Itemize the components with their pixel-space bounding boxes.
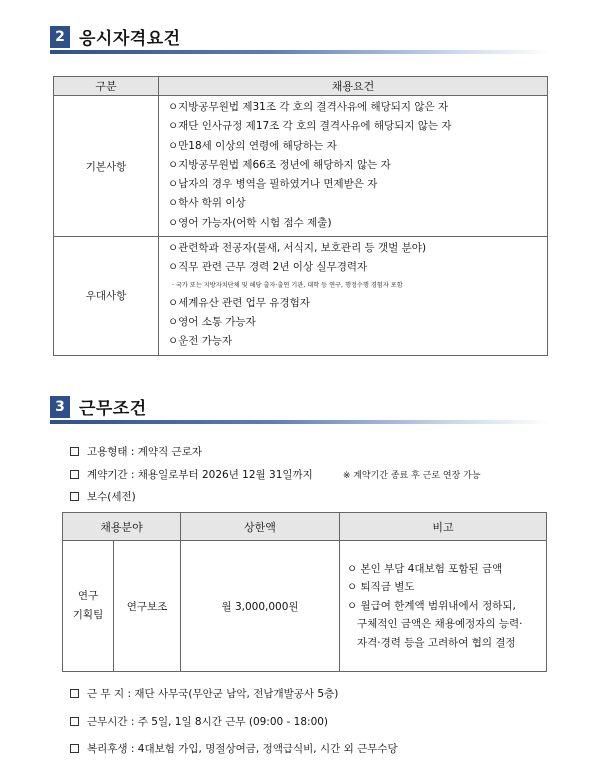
list-item: ㅇ학사 학위 이상	[168, 197, 246, 210]
list-item: ㅇ만18세 이상의 연령에 해당하는 자	[168, 139, 337, 152]
benefits-text: 복리후생 : 4대보험 가입, 명절상여금, 정액급식비, 시간 외 근무수당	[87, 743, 398, 755]
remark-line: 구체적인 금액은 채용예정자의 능력·	[357, 618, 523, 631]
header-requirements: 채용요건	[159, 77, 548, 96]
header-remarks: 비고	[340, 513, 547, 541]
qualification-table	[53, 76, 548, 356]
contract-period-text: 계약기간 : 채용일로부터 2026년 12월 31일까지	[87, 469, 313, 481]
contract-period-line	[70, 467, 481, 482]
square-bullet-icon	[70, 447, 79, 456]
section-3-rule	[50, 420, 550, 424]
header-max-pay: 상한액	[181, 513, 340, 541]
category-basic: 기본사항	[54, 96, 159, 237]
basic-requirements	[159, 96, 548, 237]
header-field: 채용분야	[63, 513, 181, 541]
section-2-number: 2	[50, 26, 70, 48]
section-2-header	[50, 24, 181, 49]
position-cell: 연구보조	[114, 541, 181, 672]
salary-heading-line	[70, 489, 136, 504]
salary-heading-text: 보수(세전)	[87, 491, 136, 503]
list-item: ㅇ세계유산 관련 업무 유경험자	[168, 296, 310, 309]
section-3-number: 3	[50, 396, 70, 418]
table-row	[54, 96, 548, 237]
list-item: ㅇ영어 소통 가능자	[168, 315, 256, 328]
list-item: ㅇ직무 관련 근무 경력 2년 이상 실무경력자	[168, 261, 368, 274]
remark-line: 자격·경력 등을 고려하여 협의 결정	[357, 636, 516, 649]
list-item: ㅇ재단 인사규정 제17조 각 호의 결격사유에 해당되지 않는 자	[168, 120, 452, 133]
list-item: ㅇ영어 가능자(어학 시험 점수 제출)	[168, 216, 332, 229]
square-bullet-icon	[70, 470, 79, 479]
section-3-header	[50, 394, 147, 419]
header-category: 구분	[54, 77, 159, 96]
list-item: ㅇ지방공무원법 제31조 각 호의 결격사유에 해당되지 않은 자	[168, 101, 449, 113]
salary-table	[62, 512, 547, 672]
salary-header-row	[63, 513, 547, 541]
list-item: ㅇ운전 가능자	[168, 335, 233, 348]
team-line: 연구	[77, 590, 99, 602]
square-bullet-icon	[70, 492, 79, 501]
workplace-text: 근 무 지 : 재단 사무국(무안군 남악, 전남개발공사 5층)	[87, 688, 339, 700]
list-item: ㅇ남자의 경우 병역을 필하였거나 면제받은 자	[168, 178, 378, 191]
work-hours-text: 근무시간 : 주 5일, 1일 8시간 근무 (09:00 - 18:00)	[87, 716, 329, 728]
work-hours-line	[70, 714, 328, 729]
square-bullet-icon	[70, 744, 79, 753]
remarks-cell	[340, 541, 547, 672]
section-3-title: 근무조건	[79, 399, 147, 419]
qualification-header-row	[54, 77, 548, 96]
square-bullet-icon	[70, 717, 79, 726]
list-item-note: · 국가 또는 지방자치단체 및 해당 출자·출연 기관, 대학 등 연구, 행정수행 경험자 포함	[172, 281, 403, 289]
remark-line: ㅇ 본인 부담 4대보험 포함된 금액	[347, 562, 503, 575]
employment-type-text: 고용형태 : 계약직 근로자	[87, 446, 202, 458]
workplace-line	[70, 686, 338, 701]
team-cell	[63, 541, 114, 672]
employment-type-line	[70, 444, 202, 459]
list-item: ㅇ관련학과 전공자(물새, 서식지, 보호관리 등 갯벌 분야)	[168, 242, 427, 255]
remark-line: ㅇ 퇴직금 별도	[347, 581, 415, 594]
team-line: 기획팀	[72, 609, 104, 621]
category-preferred: 우대사항	[54, 237, 159, 355]
remark-line: ㅇ 월급여 한계액 범위내에서 정하되,	[347, 599, 516, 612]
contract-period-note: ※ 계약기간 종료 후 근로 연장 가능	[342, 471, 481, 481]
preferred-requirements	[159, 237, 548, 355]
benefits-line	[70, 741, 398, 756]
square-bullet-icon	[70, 689, 79, 698]
section-2-rule	[50, 50, 550, 54]
salary-cell: 월 3,000,000원	[181, 541, 340, 672]
table-row	[63, 541, 547, 672]
section-2-title: 응시자격요건	[79, 29, 181, 49]
list-item: ㅇ지방공무원법 제66조 정년에 해당하지 않는 자	[168, 158, 391, 171]
table-row	[54, 237, 548, 355]
